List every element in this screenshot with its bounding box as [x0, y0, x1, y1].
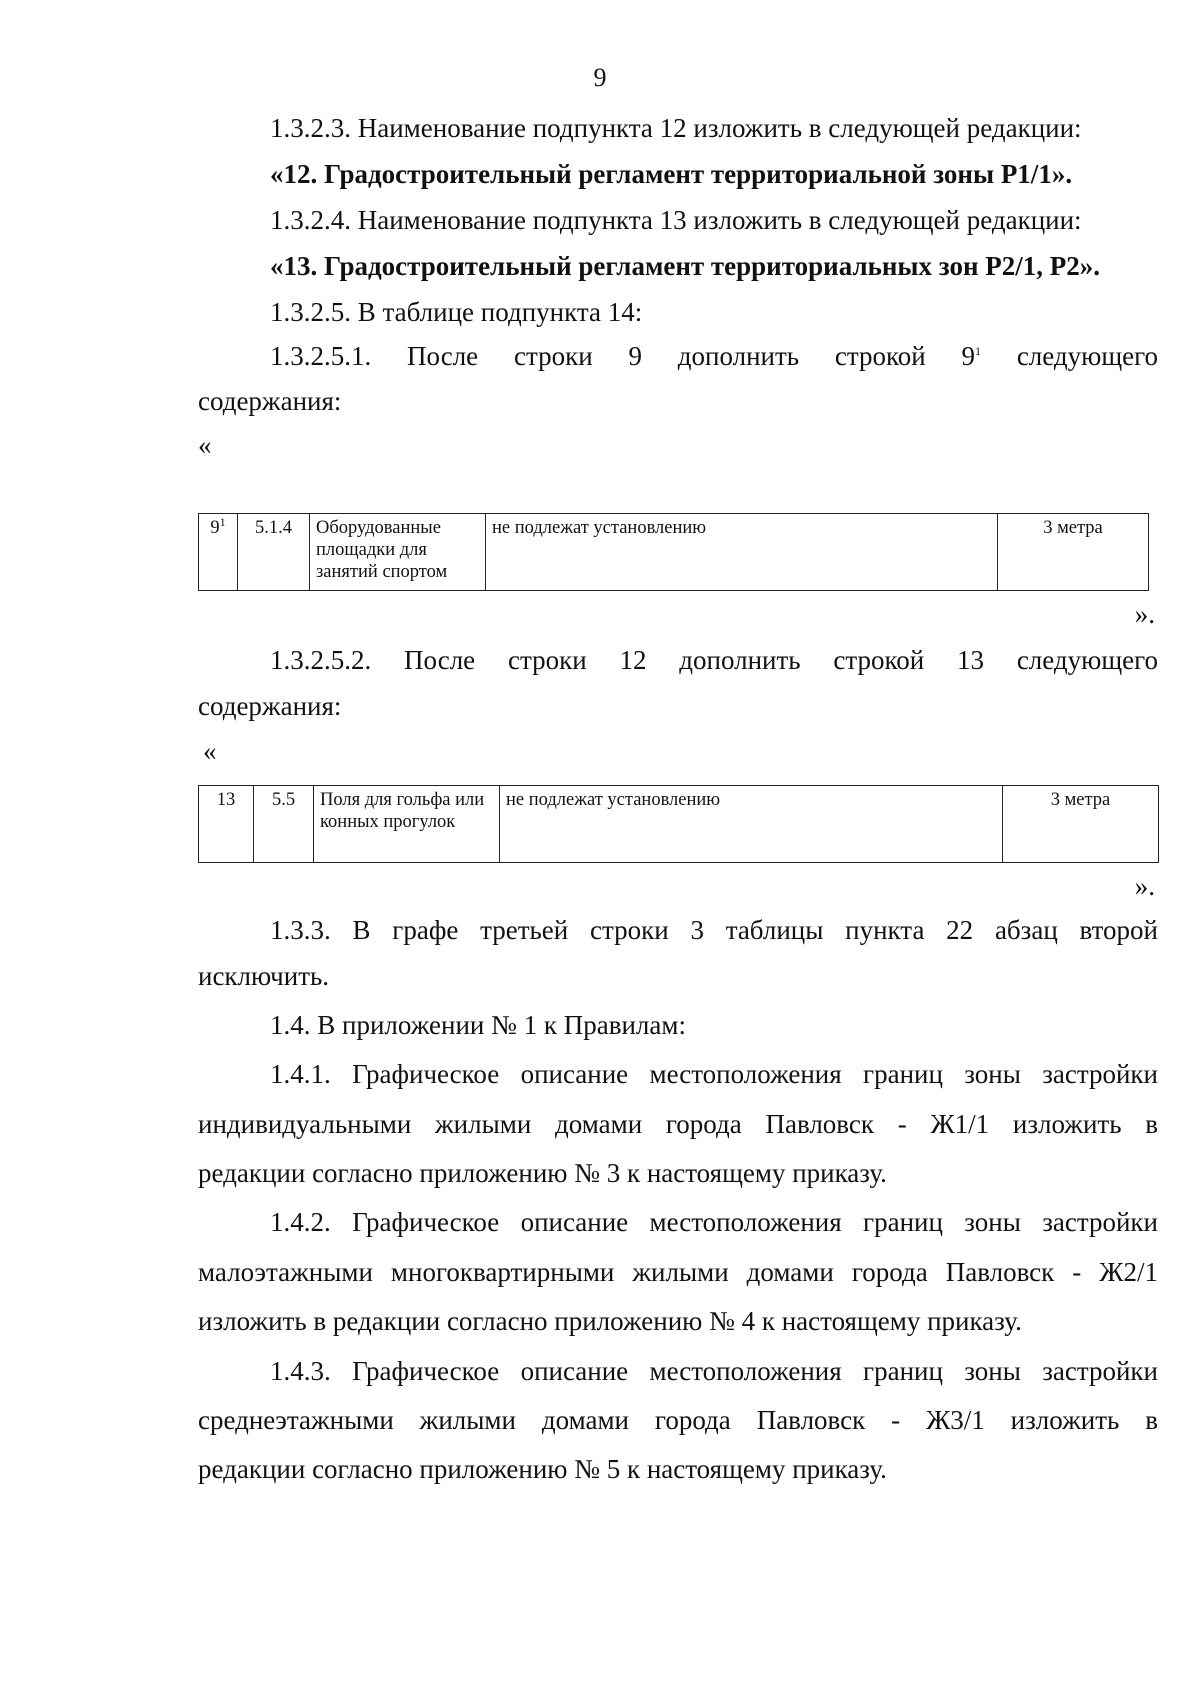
close-quote-2: ». [1134, 871, 1155, 901]
use-name-cell: Поля для гольфа или конных прогулок [314, 786, 500, 863]
insert-table-row-9-1 [198, 513, 1149, 591]
limits-cell: не подлежат установлению [486, 514, 998, 591]
paragraph-1-3-2-4: 1.3.2.4. Наименование подпункта 13 изложить в следующей редакции: [270, 205, 1082, 235]
table-row [199, 786, 1159, 863]
paragraph-1-4: 1.4. В приложении № 1 к Правилам: [270, 1010, 686, 1040]
setback-cell: 3 метра [1003, 786, 1159, 863]
paragraph-1-4-2-line3: изложить в редакции согласно приложению № 4 к настоящему приказу. [198, 1306, 1022, 1336]
page-number: 9 [593, 63, 607, 92]
paragraph-1-3-2-5-2: 1.3.2.5.2. После строки 12 дополнить строкой 13 следующего [270, 645, 1158, 675]
paragraph-1-4-2-line2: малоэтажными многоквартирными жилыми домами города Павловск - Ж2/1 [198, 1257, 1158, 1287]
paragraph-1-3-2-5-1: 1.3.2.5.1. После строки 9 дополнить строкой $9^1$ следующего [270, 341, 1158, 371]
limits-cell: не подлежат установлению [500, 786, 1003, 863]
open-quote-1: « [198, 430, 212, 460]
paragraph-1-4-3-line2: среднеэтажными жилыми домами города Павловск - Ж3/1 изложить в [198, 1405, 1158, 1435]
row-number-cell: 13 [199, 786, 254, 863]
paragraph-1-3-2-3: 1.3.2.3. Наименование подпункта 12 изложить в следующей редакции: [270, 113, 1082, 143]
heading-regulation-r2: «13. Градостроительный регламент территориальных зон Р2/1, Р2». [270, 251, 1100, 281]
table-row [199, 514, 1149, 591]
open-quote-2: « [203, 736, 217, 766]
insert-table-row-13 [198, 785, 1159, 863]
setback-cell: 3 метра [998, 514, 1149, 591]
paragraph-1-3-2-5: 1.3.2.5. В таблице подпункта 14: [270, 297, 643, 327]
heading-regulation-r1-1: «12. Градостроительный регламент территориальной зоны Р1/1». [270, 159, 1073, 189]
use-code-cell: 5.1.4 [238, 514, 310, 591]
use-code-cell: 5.5 [254, 786, 314, 863]
paragraph-1-4-1-line2: индивидуальными жилыми домами города Павловск - Ж1/1 изложить в [198, 1109, 1158, 1139]
row-number-cell: $9^1$ [199, 514, 238, 591]
use-name-cell: Оборудованные площадки для занятий спортом [310, 514, 486, 591]
paragraph-1-4-1-line3: редакции согласно приложению № 3 к настоящему приказу. [198, 1158, 887, 1188]
paragraph-1-3-3: 1.3.3. В графе третьей строки 3 таблицы пункта 22 абзац второй [270, 915, 1158, 945]
paragraph-1-3-2-5-1-cont: содержания: [198, 386, 342, 416]
paragraph-1-4-1: 1.4.1. Графическое описание местоположения границ зоны застройки [270, 1059, 1158, 1089]
paragraph-1-3-3-cont: исключить. [198, 961, 330, 991]
paragraph-1-3-2-5-2-cont: содержания: [198, 691, 342, 721]
paragraph-1-4-2: 1.4.2. Графическое описание местоположения границ зоны застройки [270, 1207, 1158, 1237]
close-quote-1: ». [1134, 599, 1155, 629]
paragraph-1-4-3-line3: редакции согласно приложению № 5 к настоящему приказу. [198, 1454, 887, 1484]
paragraph-1-4-3: 1.4.3. Графическое описание местоположения границ зоны застройки [270, 1356, 1158, 1386]
